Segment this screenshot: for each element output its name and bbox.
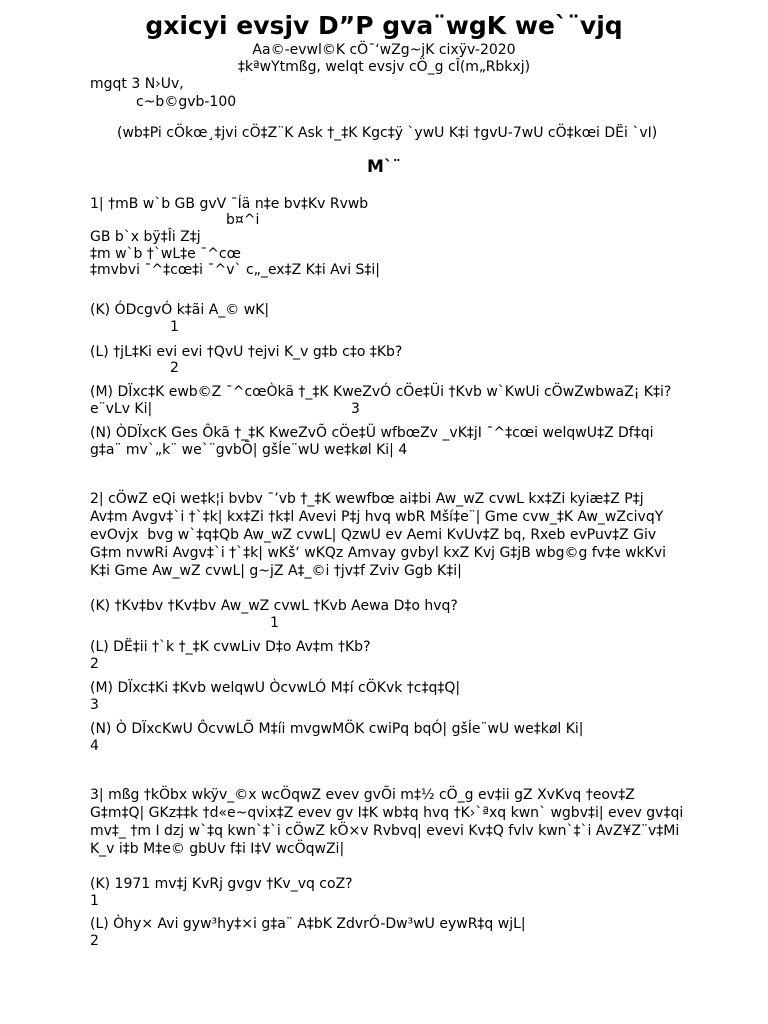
q3-sub-k-marks: 1 [90,893,99,909]
school-title: gxicyi evsjv D”P gva¨wgK we`¨vjq [145,11,623,40]
time-label: mgqt 3 N›Uv, [90,76,184,92]
q3-sub-l: (L) Òhy× Avi gyw³hy‡×i g‡a¨ A‡bK ZdvrÓ-Dw³wU eywR‡q wjL| [90,916,526,932]
exam-name: Aa©-evwl©K cÖ¯‘wZg~jK cixÿv-2020 [252,42,516,58]
class-subject: ‡kªwYtmßg, welqt evsjv cÖ_g cÎ(m„Rbkxj) [237,59,531,75]
q2-sub-m-marks: 3 [90,697,99,713]
full-marks: c~b©gvb-100 [136,94,237,110]
q2-sub-n: (N) Ò DÏxcKwU ÔcvwLÕ M‡íi mvgwMÖK cwiPq bqÓ| gšÍe¨wU we‡køl Ki| [90,721,584,737]
q2-line: Av‡m Avgv‡`i †`‡k| kx‡Zi †k‡l Avevi P‡j hvq wbR Mší‡e¨| Gme cvw_‡K Aw_wZcivqY [90,509,664,525]
q3-passage [90,786,690,858]
q1-sub-m: (M) DÏxc‡K ewb©Z ¯^cœÒkã †_‡K KweZvÓ cÖe‡Üi †Kvb w`KwUi cÖwZwbwaZ¡ K‡i? [90,384,672,400]
q1-line: 1| †mB w`b GB gvV ¯Íä n‡e bv‡Kv Rvwb [90,196,369,212]
q1-sub-k-marks: 1 [170,319,179,335]
q2-sub-k: (K) †Kv‡bv †Kv‡bv Aw_wZ cvwL †Kvb Aewa D‡o hvq? [90,598,458,614]
q3-line: 3| mßg †kÖbx wkÿv_©x wcÖqwZ evev gvÕi m‡½ cÖ_g ev‡ii gZ XvKvq †eov‡Z [90,787,635,803]
q3-line: G‡m‡Q| GKz‡‡k †d«e~qvix‡Z evev gv I‡K wb‡q hvq †K›`ªxq kwn` wgbv‡i| evev gv‡qi [90,805,684,821]
q1-sub-m-marks: 3 [351,401,360,417]
q2-sub-n-marks: 4 [90,738,99,754]
section-heading: M`¨ [367,157,401,177]
q3-line: mv‡_ †m I dzj w`‡q kwn`‡`i cÖwZ kÖ×v Rvbvq| evevi Kv‡Q fvlv kwn`‡`i AvZ¥Z¨v‡Mi [90,823,680,839]
q1-line: b¤^i [226,212,260,228]
q3-sub-k: (K) 1971 mv‡j KvRj gvgv †Kv_vq coZ? [90,876,353,892]
q1-sub-n-cont: g‡a¨ mv`„k¨ we`¨gvbÕ| gšÍe¨wU we‡køl Ki| 4 [90,442,408,458]
q2-sub-m: (M) DÏxc‡Ki ‡Kvb welqwU ÒcvwLÓ M‡í cÖKvk †c‡q‡Q| [90,680,461,696]
q1-line: ‡mvbvi ¯^‡cœ‡i ¯^v` c„_ex‡Z K‡i Avi S‡i| [90,262,381,278]
q2-line: evOvjx bvg w`‡q‡Qb Aw_wZ cvwL| QzwU ev Aemi KvUv‡Z bq, Rxeb evPuv‡Z Giv [90,527,657,543]
q1-sub-k: (K) ÓDcgvÓ k‡ãi A_© wK| [90,302,270,318]
q2-sub-k-marks: 1 [270,615,279,631]
q2-line: G‡m nvwRi Avgv‡`i †`‡k| wKš‘ wKQz Amvay gvbyl kxZ Kvj G‡jB wbg©g fv‡e wkKvi [90,545,666,561]
q2-line: K‡i Gme Aw_wZ cvwL| g~jZ A‡_©i †jv‡f Zviv Ggb K‡i| [90,563,462,579]
q1-sub-m-cont: e¨vLv Ki| [90,401,153,417]
q1-line: ‡m w`b †`wL‡e ¯^cœ [90,246,241,262]
q1-sub-l: (L) †jL‡Ki evi evi †QvU †ejvi K_v g‡b c‡o ‡Kb? [90,344,403,360]
q1-line: GB b`x bÿ‡Îi Z‡j [90,229,201,245]
q2-sub-l-marks: 2 [90,656,99,672]
q2-line: 2| cÖwZ eQi we‡k¦i bvbv ¯’vb †_‡K wewfbœ ai‡bi Aw_wZ cvwL kx‡Zi kyiæ‡Z P‡j [90,491,644,507]
q2-passage [90,490,690,580]
instruction: (wb‡Pi cÖkœ¸‡jvi cÖ‡Z¨K Ask †_‡K Kgc‡ÿ `ywU K‡i †gvU-7wU cÖ‡kœi DËi `vI) [117,125,658,141]
q3-line: K_v i‡b M‡e© gbUv f‡i I‡V wcÖqwZi| [90,841,345,857]
q1-sub-n: (N) ÒDÏxcK Ges Ôkã †_‡K KweZvÕ cÖe‡Ü wfbœZv _vK‡jI ¯^‡cœi welqwU‡Z Df‡qi [90,425,654,441]
q2-sub-l: (L) DË‡ii †`k †_‡K cvwLiv D‡o Av‡m †Kb? [90,639,371,655]
q3-sub-l-marks: 2 [90,933,99,949]
q1-sub-l-marks: 2 [170,360,179,376]
